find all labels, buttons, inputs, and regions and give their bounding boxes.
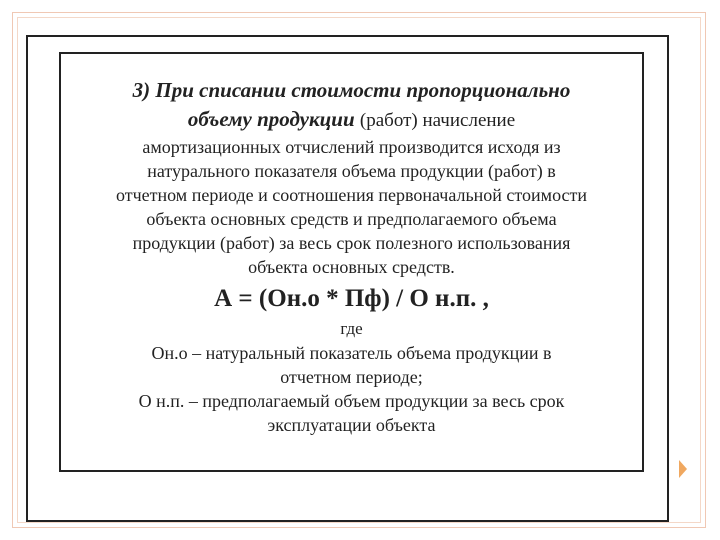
where-label: где bbox=[340, 319, 363, 338]
body-line: амортизационных отчислений производится исходя из bbox=[142, 137, 561, 157]
definition-line: Он.о – натуральный показатель объема продукции в bbox=[151, 343, 552, 363]
heading-line-2-plain: (работ) начисление bbox=[359, 110, 516, 131]
definition-line: О н.п. – предполагаемый объем продукции за весь срок bbox=[138, 391, 565, 411]
heading-line-2 bbox=[65, 105, 638, 135]
body-line: объекта основных средств. bbox=[248, 257, 455, 277]
definition-line: отчетном периоде; bbox=[280, 367, 423, 387]
formula: А = (Он.о * Пф) / О н.п. , bbox=[214, 285, 489, 312]
definition-line: эксплуатации объекта bbox=[267, 415, 436, 435]
body-line: объекта основных средств и предполагаемого объема bbox=[146, 209, 557, 229]
heading-line-1: 3) При списании стоимости пропорционально bbox=[132, 78, 571, 102]
arrow-right-icon[interactable] bbox=[679, 460, 687, 478]
body-line: отчетном периоде и соотношения первоначальной стоимости bbox=[115, 185, 587, 205]
slide-text-box bbox=[59, 52, 644, 472]
body-line: продукции (работ) за весь срок полезного использования bbox=[132, 233, 571, 253]
heading-line-2-bold: объему продукции bbox=[187, 107, 360, 131]
body-line: натурального показателя объема продукции (работ) в bbox=[147, 161, 556, 181]
